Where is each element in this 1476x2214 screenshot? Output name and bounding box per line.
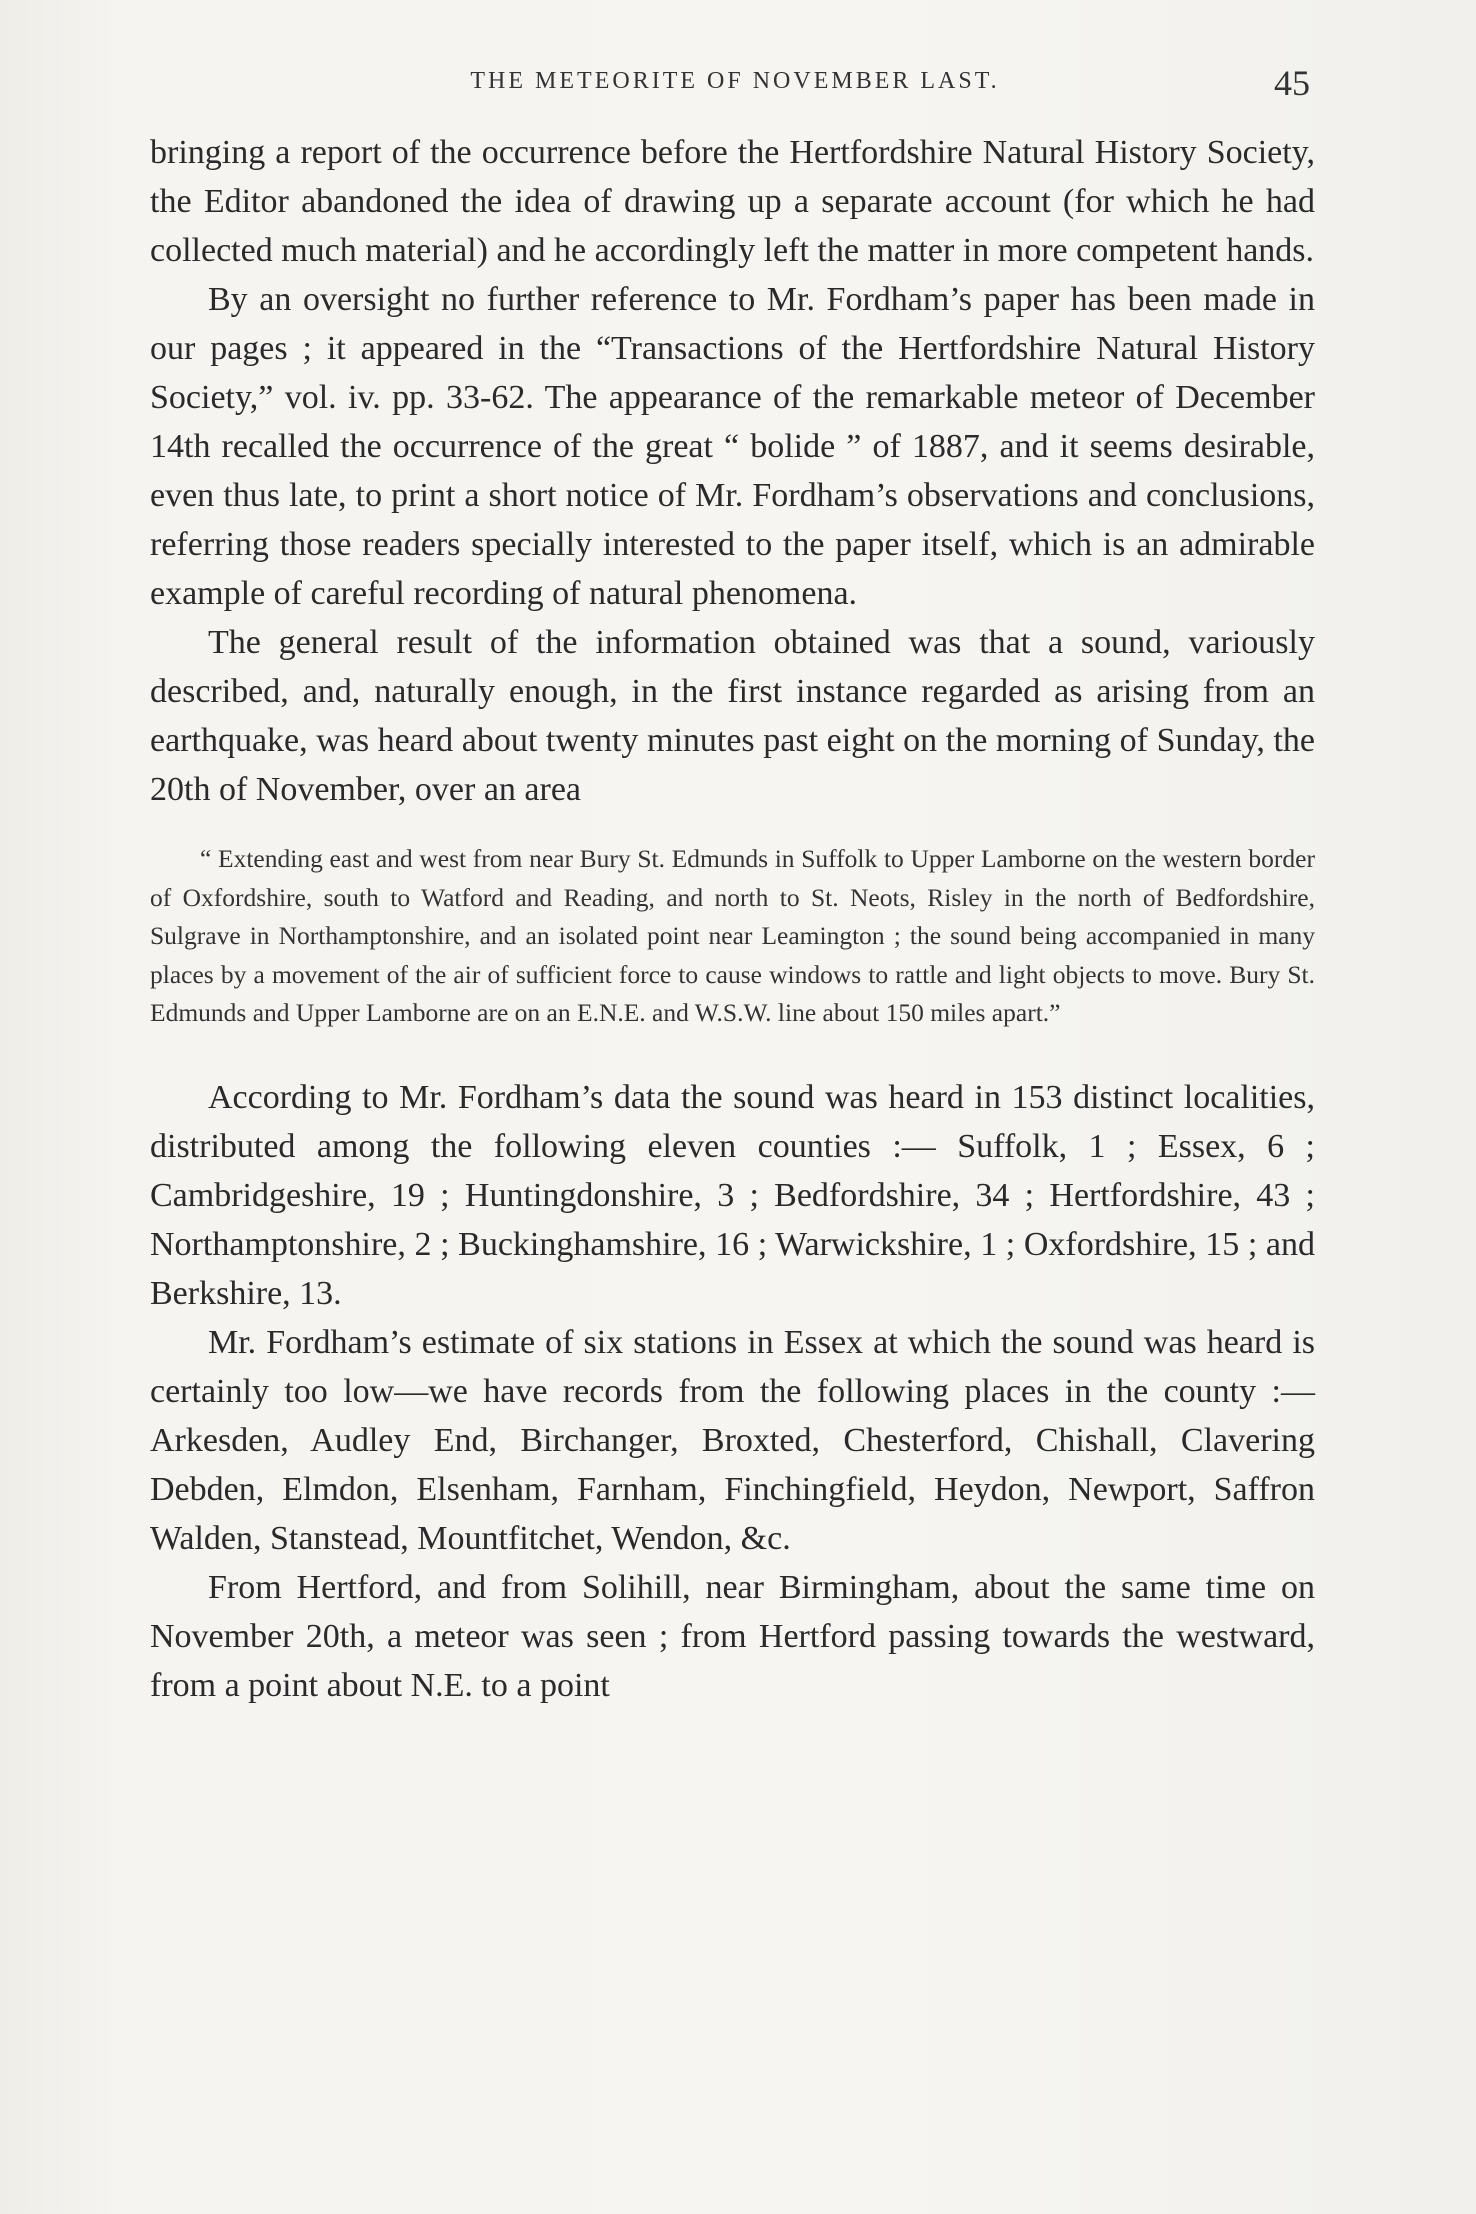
running-header xyxy=(150,60,1320,110)
block-quote: “ Extending east and west from near Bury St. Edmunds in Suffolk to Upper Lamborne on the western border of Oxfordshire, south to Watford and Reading, and north to St. Neots, Risley in the north of Bedfordshire, Sulgrave in Northamptonshire, and an isolated point near Leamington ; the sound being accompanied in many places by a movement of the air of sufficient force to cause windows to rattle and light objects to move. Bury St. Edmunds and Upper Lamborne are on an E.N.E. and W.S.W. line about 150 miles apart.” xyxy=(150,844,1315,1027)
paragraph-general-result: The general result of the information obtained was that a sound, variously described, and, naturally enough, in the first instance regarded as arising from an earthquake, was heard about twenty minutes past eight on the morning of Sunday, the 20th of November, over an area xyxy=(150,624,1315,808)
paragraph-county-data: According to Mr. Fordham’s data the sound was heard in 153 distinct localities, distributed among the following eleven counties :— Suffolk, 1 ; Essex, 6 ; Cambridgeshire, 19 ; Huntingdonshire, 3 ; Bedfordshire, 34 ; Hertfordshire, 43 ; Northamptonshire, 2 ; Buckinghamshire, 16 ; Warwickshire, 1 ; Oxfordshire, 15 ; and Berkshire, 13. xyxy=(150,1078,1315,1312)
running-title: THE METEORITE OF NOVEMBER LAST. xyxy=(470,68,1000,94)
page-body xyxy=(150,128,1315,1710)
page-number: 45 xyxy=(1274,63,1310,103)
paragraph-oversight: By an oversight no further reference to Mr. Fordham’s paper has been made in our pages ; it appeared in the “Transactions of the Hertfordshire Natural History Society,” vol. iv. pp. 33-62. The appearance of the remarkable meteor of December 14th recalled the occurrence of the great “ bolide ” of 1887, and it seems desirable, even thus late, to print a short notice of Mr. Fordham’s observations and conclusions, referring those readers specially interested to the paper itself, which is an admirable example of careful recording of natural phenomena. xyxy=(150,281,1315,612)
paragraph-meteor-seen: From Hertford, and from Solihill, near Birmingham, about the same time on November 20th, a meteor was seen ; from Hertford passing towards the westward, from a point about N.E. to a point xyxy=(150,1568,1315,1704)
paragraph-essex-stations: Mr. Fordham’s estimate of six stations in Essex at which the sound was heard is certainly too low—we have records from the following places in the county :—Arkesden, Audley End, Birchanger, Broxted, Chesterford, Chishall, Clavering Debden, Elmdon, Elsenham, Farnham, Finchingfield, Heydon, Newport, Saffron Walden, Stanstead, Mountfitchet, Wendon, &c. xyxy=(150,1323,1315,1557)
paragraph-continued: bringing a report of the occurrence before the Hertfordshire Natural History Society, the Editor abandoned the idea of drawing up a separate account (for which he had collected much material) and he accordingly left the matter in more competent hands. xyxy=(150,134,1315,269)
